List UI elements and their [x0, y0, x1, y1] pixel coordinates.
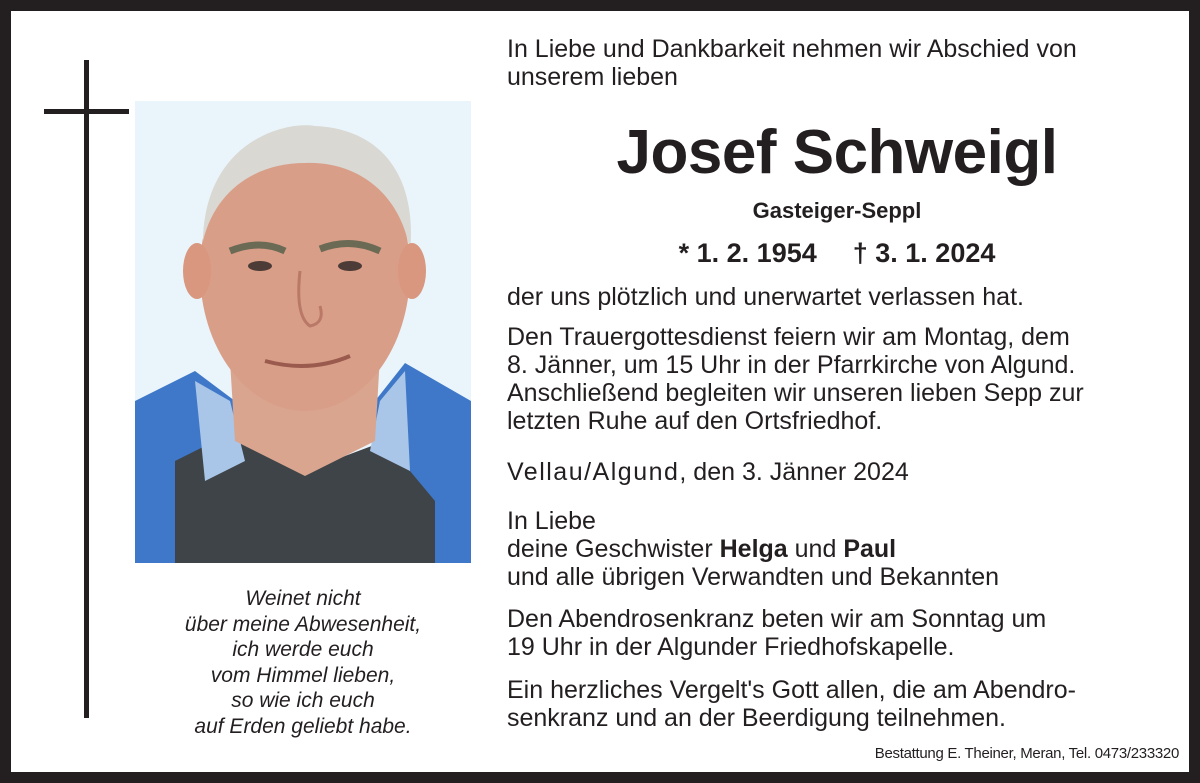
text-line: letzten Ruhe auf den Ortsfriedhof.	[507, 407, 883, 435]
text-line	[507, 535, 1167, 563]
deceased-nickname: Gasteiger-Seppl	[752, 198, 922, 223]
thanks-text	[507, 676, 1167, 732]
cross-icon-bar	[44, 109, 129, 114]
poem-line: so wie ich euch	[231, 689, 375, 712]
text-line: Den Abendrosenkranz beten wir am Sonntag um	[507, 605, 1047, 633]
mourners	[507, 507, 1167, 591]
mourner-name: Helga	[719, 535, 788, 563]
life-dates	[507, 236, 1167, 270]
text-line: In Liebe	[507, 507, 596, 535]
text: und	[787, 535, 844, 563]
intro-text	[507, 35, 1167, 91]
poem-line: Weinet nicht	[245, 587, 361, 610]
text-line: Anschließend begleiten wir unseren lieben Sepp zur	[507, 379, 1084, 407]
passing-text: der uns plötzlich und unerwartet verlassen hat.	[507, 283, 1024, 311]
portrait-photo	[135, 101, 471, 563]
death-date: † 3. 1. 2024	[852, 238, 996, 268]
poem-line: vom Himmel lieben,	[210, 663, 396, 687]
text-line: Ein herzliches Vergelt's Gott allen, die am Abendro-	[507, 676, 1076, 704]
deceased-name: Josef Schweigl	[616, 118, 1058, 187]
rosary-text	[507, 605, 1167, 661]
poem-line: über meine Abwesenheit,	[184, 612, 422, 636]
funeral-service-text	[507, 323, 1167, 435]
memorial-poem	[135, 586, 471, 739]
text-line: und alle übrigen Verwandten und Bekannten	[507, 563, 1000, 591]
intro-line: In Liebe und Dankbarkeit nehmen wir Abschied von	[507, 35, 1077, 63]
text-line: 8. Jänner, um 15 Uhr in der Pfarrkirche von Algund.	[507, 351, 1076, 379]
cross-icon	[84, 60, 89, 718]
text-line: senkranz und an der Beerdigung teilnehmen.	[507, 704, 1006, 732]
birth-date: * 1. 2. 1954	[678, 238, 817, 268]
place: Vellau/Algund	[507, 458, 680, 486]
text-line: Den Trauergottesdienst feiern wir am Montag, dem	[507, 323, 1070, 351]
funeral-home-footer: Bestattung E. Theiner, Meran, Tel. 0473/233320	[874, 745, 1179, 762]
place-date	[507, 458, 1167, 486]
poem-line: auf Erden geliebt habe.	[194, 714, 412, 738]
intro-line: unserem lieben	[507, 63, 678, 91]
poem-line: ich werde euch	[232, 638, 374, 661]
text-line: 19 Uhr in der Algunder Friedhofskapelle.	[507, 633, 955, 661]
date: , den 3. Jänner 2024	[679, 458, 909, 486]
mourner-name: Paul	[843, 535, 897, 563]
text: deine Geschwister	[507, 535, 720, 563]
